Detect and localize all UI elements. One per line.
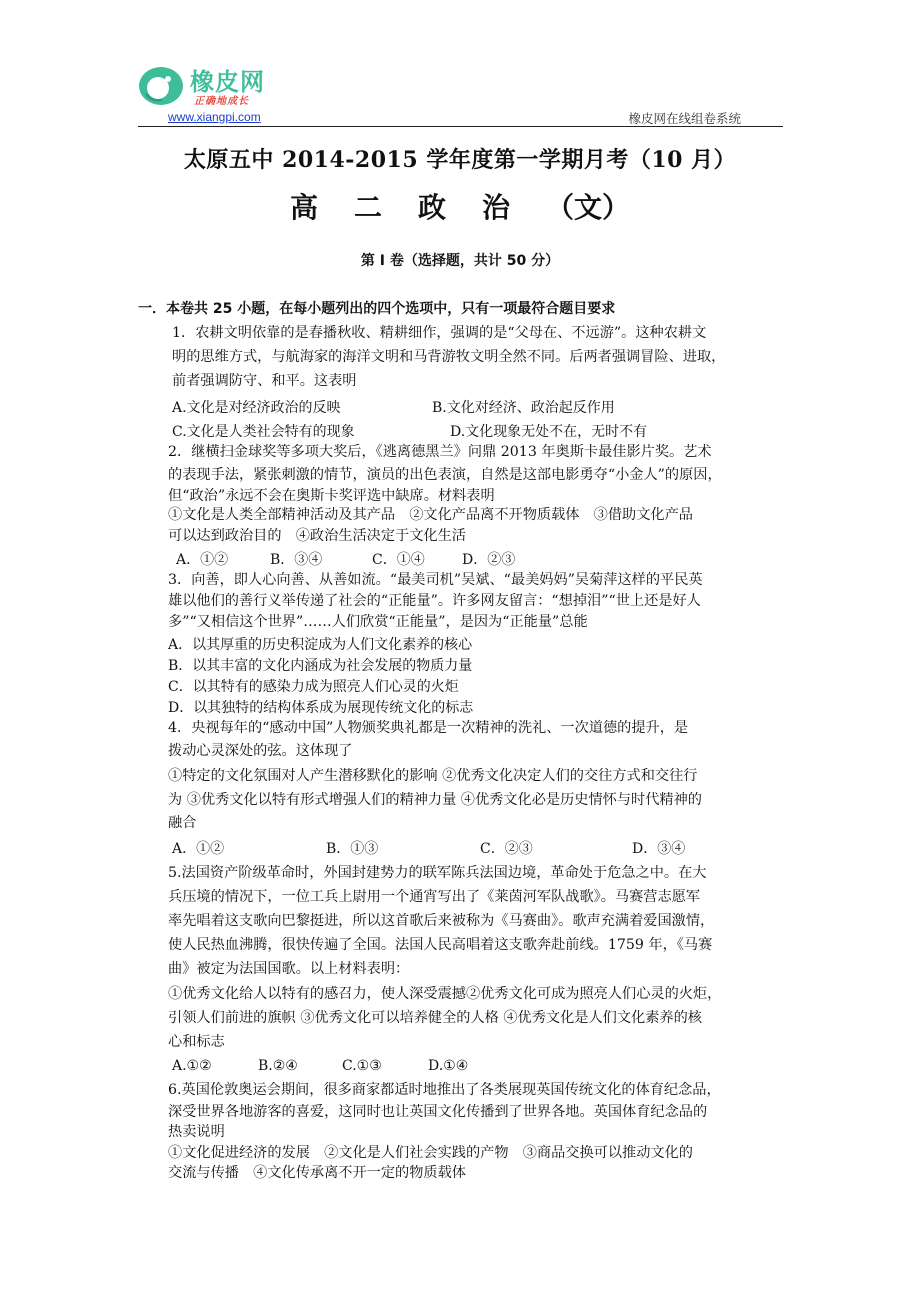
question-1-option-a: A.文化是对经济政治的反映 bbox=[172, 400, 341, 416]
question-2-text: 可以达到政治目的 ④政治生活决定于文化生活 bbox=[168, 528, 466, 544]
subject-char: 二 bbox=[353, 191, 382, 224]
question-5-text: 使人民热血沸腾，很快传遍了全国。法国人民高唱着这支歌奔赴前线。1759 年，《马赛 bbox=[168, 937, 713, 953]
question-3-text: 3．向善，即人心向善、从善如流。“最美司机”吴斌、“最美妈妈”吴菊萍这样的平民英 bbox=[168, 572, 703, 588]
question-4-text: 拨动心灵深处的弦。这体现了 bbox=[168, 743, 353, 759]
question-5-text: 心和标志 bbox=[168, 1034, 225, 1050]
question-3-option-d: D．以其独特的结构体系成为展现传统文化的标志 bbox=[168, 700, 474, 716]
question-4-option-b: B．①③ bbox=[326, 841, 379, 857]
question-3-text: 雄以他们的善行义举传递了社会的“正能量”。许多网友留言：“想掉泪”“世上还是好人 bbox=[168, 593, 701, 609]
site-url-link[interactable]: www.xiangpi.com bbox=[168, 110, 261, 124]
logo-slogan: 正确地成长 bbox=[194, 96, 249, 107]
question-4-option-d: D．③④ bbox=[632, 841, 686, 857]
question-6-text: 6.英国伦敦奥运会期间，很多商家都适时地推出了各类展现英国传统文化的体育纪念品， bbox=[168, 1082, 721, 1098]
section-instruction: 一．本卷共 25 小题，在每小题列出的四个选项中，只有一项最符合题目要求 bbox=[138, 301, 616, 317]
question-6-text: 热卖说明 bbox=[168, 1124, 225, 1140]
subject-char: 高 bbox=[289, 191, 318, 224]
question-2-text: 的表现手法，紧张刺激的情节，演员的出色表演，自然是这部电影勇夺“小金人”的原因， bbox=[168, 467, 722, 483]
site-logo bbox=[138, 60, 288, 110]
question-4-text: 融合 bbox=[168, 815, 197, 831]
part-title: 第 I 卷（选择题，共计 50 分） bbox=[360, 253, 560, 269]
question-2-option-d: D．②③ bbox=[462, 552, 516, 568]
subject-char: 政 bbox=[417, 191, 446, 224]
question-2-option-b: B．③④ bbox=[270, 552, 323, 568]
question-5-option-b: B.②④ bbox=[258, 1058, 298, 1074]
subject-char: 治 bbox=[482, 191, 511, 224]
question-5-text: 曲》被定为法国国歌。以上材料表明： bbox=[168, 961, 410, 977]
question-5-text: 兵压境的情况下，一位工兵上尉用一个通宵写出了《莱茵河军队战歌》。马赛营志愿军 bbox=[168, 889, 701, 905]
question-4-option-c: C．②③ bbox=[480, 841, 533, 857]
question-5-text: 率先唱着这支歌向巴黎挺进，所以这首歌后来被称为《马赛曲》。歌声充满着爱国激情， bbox=[168, 913, 715, 929]
question-3-text: 多”“又相信这个世界”……人们欣赏“正能量”，是因为“正能量”总能 bbox=[168, 614, 588, 630]
question-6-text: 深受世界各地游客的喜爱，这同时也让英国文化传播到了世界各地。英国体育纪念品的 bbox=[168, 1104, 708, 1120]
question-1-text: 1．农耕文明依靠的是春播秋收、精耕细作，强调的是“父母在、不远游”。这种农耕文 bbox=[172, 325, 707, 341]
question-2-option-c: C．①④ bbox=[372, 552, 425, 568]
question-1-text: 明的思维方式，与航海家的海洋文明和马背游牧文明全然不同。后两者强调冒险、进取， bbox=[172, 349, 726, 365]
question-6-text: 交流与传播 ④文化传承离不开一定的物质载体 bbox=[168, 1165, 466, 1181]
question-2-text: 2．继横扫金球奖等多项大奖后，《逃离德黑兰》问鼎 2013 年奥斯卡最佳影片奖。艺术 bbox=[168, 444, 712, 460]
question-5-option-d: D.①④ bbox=[428, 1058, 469, 1074]
question-5-option-c: C.①③ bbox=[342, 1058, 382, 1074]
question-3-option-c: C．以其特有的感染力成为照亮人们心灵的火炬 bbox=[168, 679, 459, 695]
question-5-text: ①优秀文化给人以特有的感召力，使人深受震撼②优秀文化可成为照亮人们心灵的火炬， bbox=[168, 986, 722, 1002]
question-2-text: 但“政治”永远不会在奥斯卡奖评选中缺席。材料表明 bbox=[168, 488, 495, 504]
question-3-option-a: A．以其厚重的历史积淀成为人们文化素养的核心 bbox=[168, 637, 473, 653]
system-name: 橡皮网在线组卷系统 bbox=[628, 111, 741, 126]
question-5-option-a: A.①② bbox=[172, 1058, 212, 1074]
question-4-text: 4．央视每年的“感动中国”人物颁奖典礼都是一次精神的洗礼、一次道德的提升，是 bbox=[168, 720, 689, 736]
question-4-text: 为 ③优秀文化以特有形式增强人们的精神力量 ④优秀文化必是历史情怀与时代精神的 bbox=[168, 792, 702, 808]
question-5-text: 5.法国资产阶级革命时，外国封建势力的联军陈兵法国边境，革命处于危急之中。在大 bbox=[168, 865, 707, 881]
eraser-mascot-icon bbox=[138, 64, 184, 106]
question-1-text: 前者强调防守、和平。这表明 bbox=[172, 373, 357, 389]
question-1-option-d: D.文化现象无处不在，无时不有 bbox=[450, 424, 648, 440]
subject-char: （文） bbox=[546, 191, 631, 224]
header-divider bbox=[138, 126, 783, 127]
subject-title bbox=[0, 186, 920, 226]
question-6-text: ①文化促进经济的发展 ②文化是人们社会实践的产物 ③商品交换可以推动文化的 bbox=[168, 1145, 693, 1161]
page-header bbox=[138, 60, 783, 128]
question-1-option-c: C.文化是人类社会特有的现象 bbox=[172, 424, 355, 440]
question-5-text: 引领人们前进的旗帜 ③优秀文化可以培养健全的人格 ④优秀文化是人们文化素养的核 bbox=[168, 1010, 702, 1026]
question-3-option-b: B．以其丰富的文化内涵成为社会发展的物质力量 bbox=[168, 658, 473, 674]
question-1-option-b: B.文化对经济、政治起反作用 bbox=[432, 400, 615, 416]
question-2-option-a: A．①② bbox=[176, 552, 229, 568]
question-4-text: ①特定的文化氛围对人产生潜移默化的影响 ②优秀文化决定人们的交往方式和交往行 bbox=[168, 768, 698, 784]
exam-title: 太原五中 2014-2015 学年度第一学期月考（10 月） bbox=[183, 147, 737, 173]
question-4-option-a: A．①② bbox=[172, 841, 225, 857]
logo-name: 橡皮网 bbox=[190, 68, 265, 96]
question-2-text: ①文化是人类全部精神活动及其产品 ②文化产品离不开物质载体 ③借助文化产品 bbox=[168, 507, 693, 523]
